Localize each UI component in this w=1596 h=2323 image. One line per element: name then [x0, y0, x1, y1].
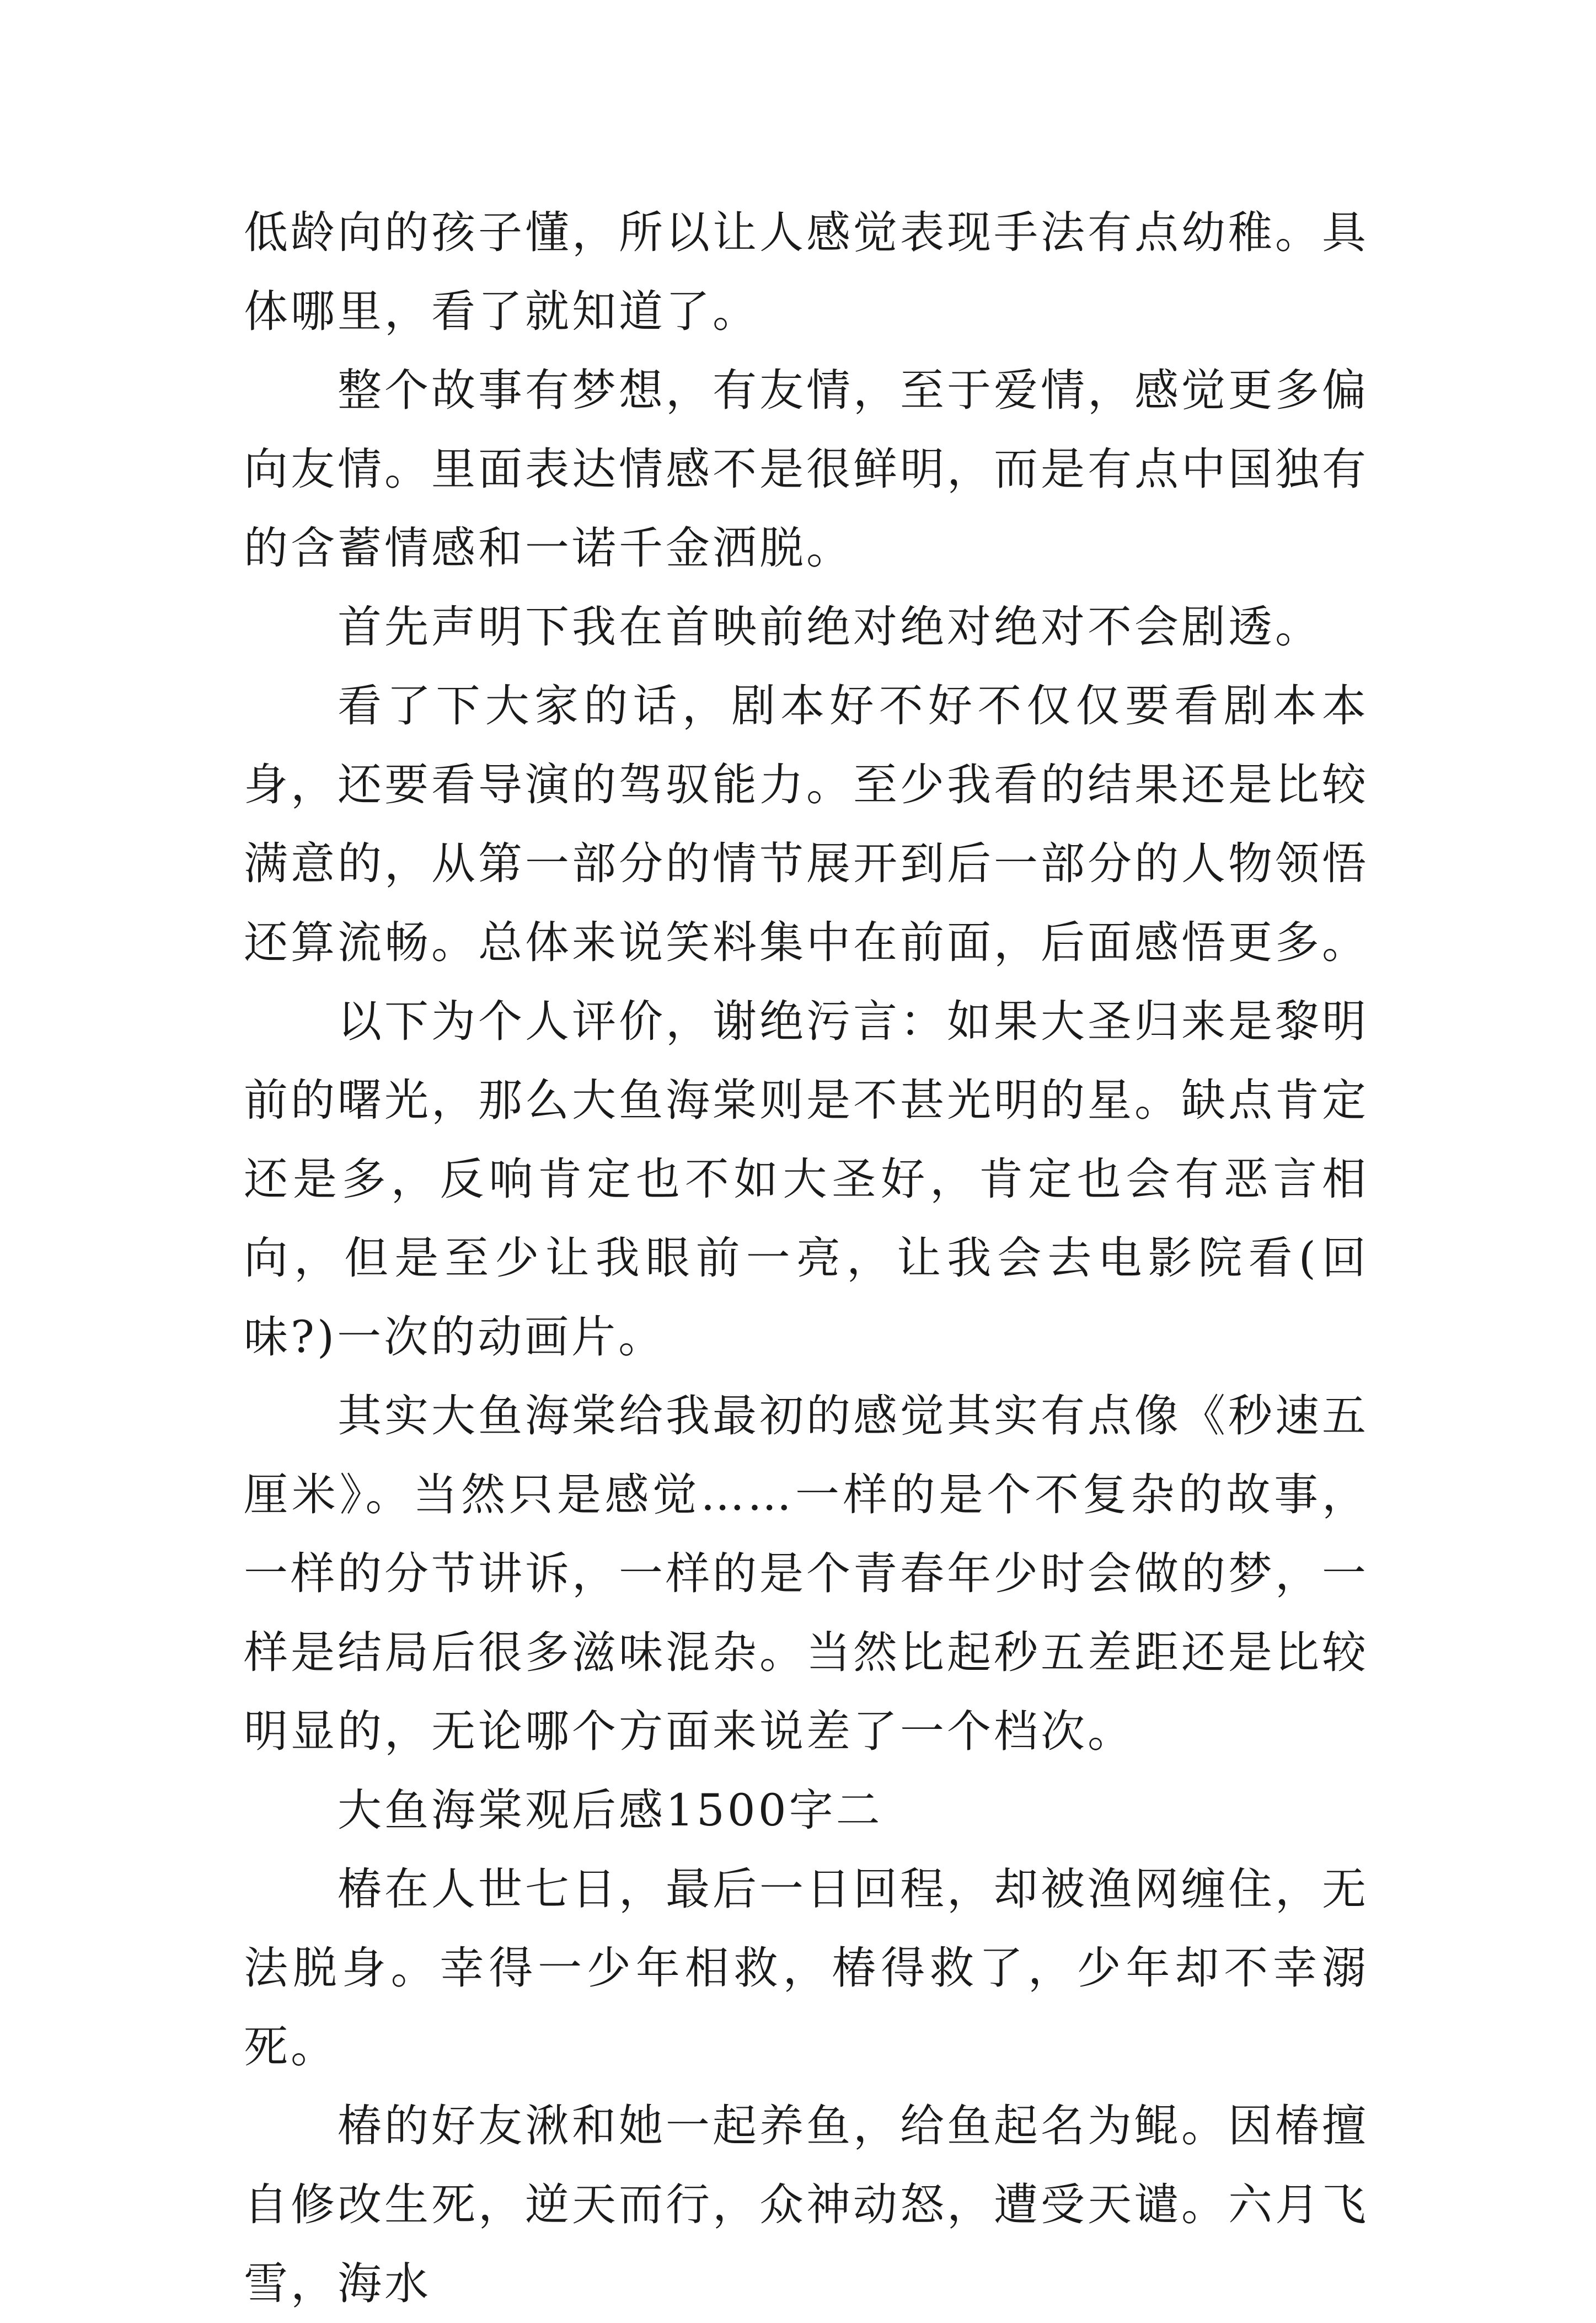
paragraph-8: 椿的好友湫和她一起养鱼，给鱼起名为鲲。因椿擅自修改生死，逆天而行，众神动怒，遭受天谴。六月飞雪，海水 [244, 2100, 1369, 2309]
section-heading: 大鱼海棠观后感1500字二 [338, 1785, 883, 1836]
paragraph-2: 整个故事有梦想，有友情，至于爱情，感觉更多偏向友情。里面表达情感不是很鲜明，而是有点中国独有的含蓄情感和一诺千金洒脱。 [244, 365, 1369, 574]
paragraph-4: 看了下大家的话，剧本好不好不仅仅要看剧本本身，还要看导演的驾驭能力。至少我看的结果还是比较满意的，从第一部分的情节展开到后一部分的人物领悟还算流畅。总体来说笑料集中在前面，后面感悟更多。 [244, 680, 1369, 968]
paragraph-7: 椿在人世七日，最后一日回程，却被渔网缠住，无法脱身。幸得一少年相救，椿得救了，少年却不幸溺死。 [244, 1863, 1369, 2073]
paragraph-5: 以下为个人评价，谢绝污言：如果大圣归来是黎明前的曙光，那么大鱼海棠则是不甚光明的星。缺点肯定还是多，反响肯定也不如大圣好，肯定也会有恶言相向，但是至少让我眼前一亮，让我会去电影院看(回味?)一次的动画片。 [244, 996, 1369, 1363]
paragraph-1: 低龄向的孩子懂，所以让人感觉表现手法有点幼稚。具体哪里，看了就知道了。 [244, 207, 1369, 337]
document-body [244, 193, 1369, 2323]
paragraph-3: 首先声明下我在首映前绝对绝对绝对不会剧透。 [338, 601, 1322, 653]
paragraph-6: 其实大鱼海棠给我最初的感觉其实有点像《秒速五厘米》。当然只是感觉……一样的是个不复杂的故事，一样的分节讲诉，一样的是个青春年少时会做的梦，一样是结局后很多滋味混杂。当然比起秒五差距还是比较明显的，无论哪个方面来说差了一个档次。 [244, 1390, 1369, 1757]
